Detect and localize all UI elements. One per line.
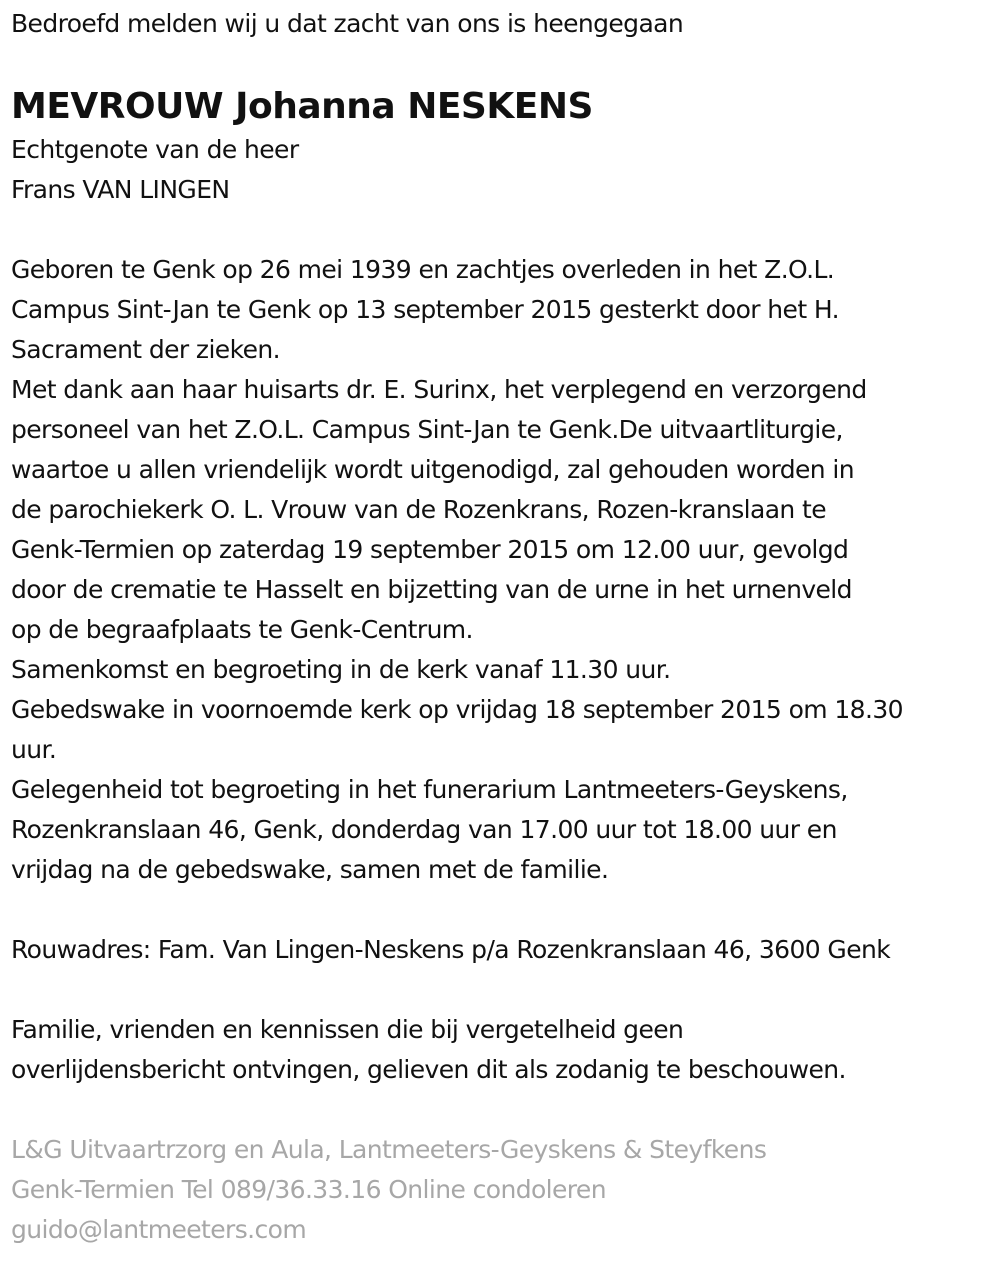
spacer [11,1090,996,1130]
body-line: Genk-Termien op zaterdag 19 september 2015 om 12.00 uur, gevolgd [11,535,849,564]
body-line: Gebedswake in voornoemde kerk op vrijdag 18 september 2015 om 18.30 [11,695,903,724]
funeral-home-footer [11,1130,996,1250]
funeral-home-email: guido@lantmeeters.com [11,1215,307,1244]
funeral-home-name: L&G Uitvaartrzorg en Aula, Lantmeeters-Geyskens & Steyfkens [11,1135,767,1164]
body-line: door de crematie te Hasselt en bijzetting van de urne in het urnenveld [11,575,852,604]
body-line: Met dank aan haar huisarts dr. E. Surinx, het verplegend en verzorgend [11,375,867,404]
body-line: de parochiekerk O. L. Vrouw van de Rozenkrans, Rozen-kranslaan te [11,495,826,524]
body-line: Geboren te Genk op 26 mei 1939 en zachtjes overleden in het Z.O.L. [11,255,835,284]
body-line: Rozenkranslaan 46, Genk, donderdag van 17.00 uur tot 18.00 uur en [11,815,837,844]
deceased-name: MEVROUW Johanna NESKENS [11,86,593,127]
death-notice [11,4,996,1250]
spouse-name: Frans VAN LINGEN [11,175,230,204]
intro-text: Bedroefd melden wij u dat zacht van ons is heengegaan [11,9,684,38]
closing-line: overlijdensbericht ontvingen, gelieven dit als zodanig te beschouwen. [11,1055,846,1084]
spacer [11,970,996,1010]
spouse-line: Echtgenote van de heer [11,135,299,164]
funeral-home-contact: Genk-Termien Tel 089/36.33.16 Online condoleren [11,1175,606,1204]
body-line: Campus Sint-Jan te Genk op 13 september 2015 gesterkt door het H. [11,295,839,324]
body-line: uur. [11,735,57,764]
body-line: Gelegenheid tot begroeting in het funerarium Lantmeeters-Geyskens, [11,775,848,804]
body-line: personeel van het Z.O.L. Campus Sint-Jan te Genk.De uitvaartliturgie, [11,415,843,444]
body-line: waartoe u allen vriendelijk wordt uitgenodigd, zal gehouden worden in [11,455,854,484]
closing-note [11,1010,996,1090]
spacer [11,210,996,250]
body-line: op de begraafplaats te Genk-Centrum. [11,615,473,644]
body-line: vrijdag na de gebedswake, samen met de familie. [11,855,609,884]
spouse-block [11,130,996,210]
mourning-address: Rouwadres: Fam. Van Lingen-Neskens p/a Rozenkranslaan 46, 3600 Genk [11,935,891,964]
closing-line: Familie, vrienden en kennissen die bij vergetelheid geen [11,1015,684,1044]
body-line: Samenkomst en begroeting in de kerk vanaf 11.30 uur. [11,655,671,684]
notice-body [11,250,996,890]
spacer [11,890,996,930]
body-line: Sacrament der zieken. [11,335,280,364]
